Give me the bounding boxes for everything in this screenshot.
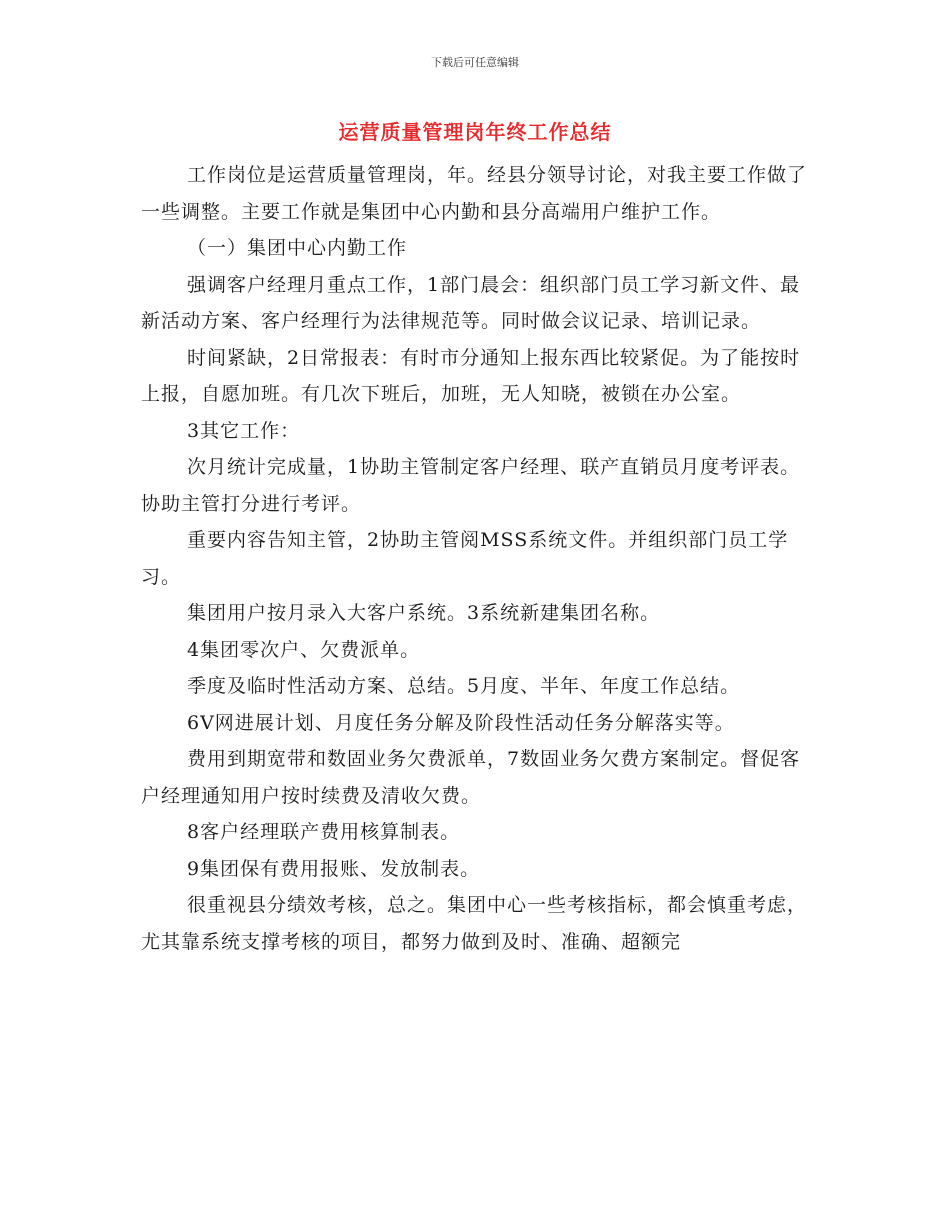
paragraph-11: 费用到期宽带和数固业务欠费派单，7数固业务欠费方案制定。督促客户经理通知用户按时续费及清收欠费。: [141, 748, 801, 807]
paragraph-5: 次月统计完成量，1协助主管制定客户经理、联产直销员月度考评表。协助主管打分进行考评。: [141, 456, 801, 515]
paragraph-13: 9集团保有费用报账、发放制表。: [187, 857, 481, 880]
page-header: 下载后可任意编辑: [431, 56, 519, 69]
paragraph-4: 3其它工作：: [187, 419, 301, 442]
paragraph-9: 季度及临时性活动方案、总结。5月度、半年、年度工作总结。: [187, 675, 741, 697]
paragraph-14: 很重视县分绩效考核，总之。集团中心一些考核指标，都会慎重考虑，尤其靠系统支撑考核的项目，都努力做到及时、准确、超额完: [141, 894, 808, 953]
paragraph-1: 工作岗位是运营质量管理岗，年。经县分领导讨论，对我主要工作做了一些调整。主要工作就是集团中心内勤和县分高端用户维护工作。: [141, 164, 808, 223]
paragraph-8: 4集团零次户、欠费派单。: [187, 638, 421, 661]
paragraph-6: 重要内容告知主管，2协助主管阅MSS系统文件。并组织部门员工学习。: [141, 529, 789, 588]
paragraph-10: 6V网进展计划、月度任务分解及阶段性活动任务分解落实等。: [187, 711, 735, 734]
paragraph-12: 8客户经理联产费用核算制表。: [187, 821, 461, 843]
document-title: 运营质量管理岗年终工作总结: [338, 120, 612, 144]
paragraph-7: 集团用户按月录入大客户系统。3系统新建集团名称。: [187, 602, 661, 624]
paragraph-3: 时间紧缺，2日常报表：有时市分通知上报东西比较紧促。为了能按时上报，自愿加班。有几次下班后，加班，无人知晓，被锁在办公室。: [141, 346, 801, 405]
paragraph-2: 强调客户经理月重点工作，1部门晨会：组织部门员工学习新文件、最新活动方案、客户经理行为法律规范等。同时做会议记录、培训记录。: [141, 273, 801, 332]
document-body: [141, 157, 811, 960]
section-heading-1: （一）集团中心内勤工作: [187, 237, 408, 259]
